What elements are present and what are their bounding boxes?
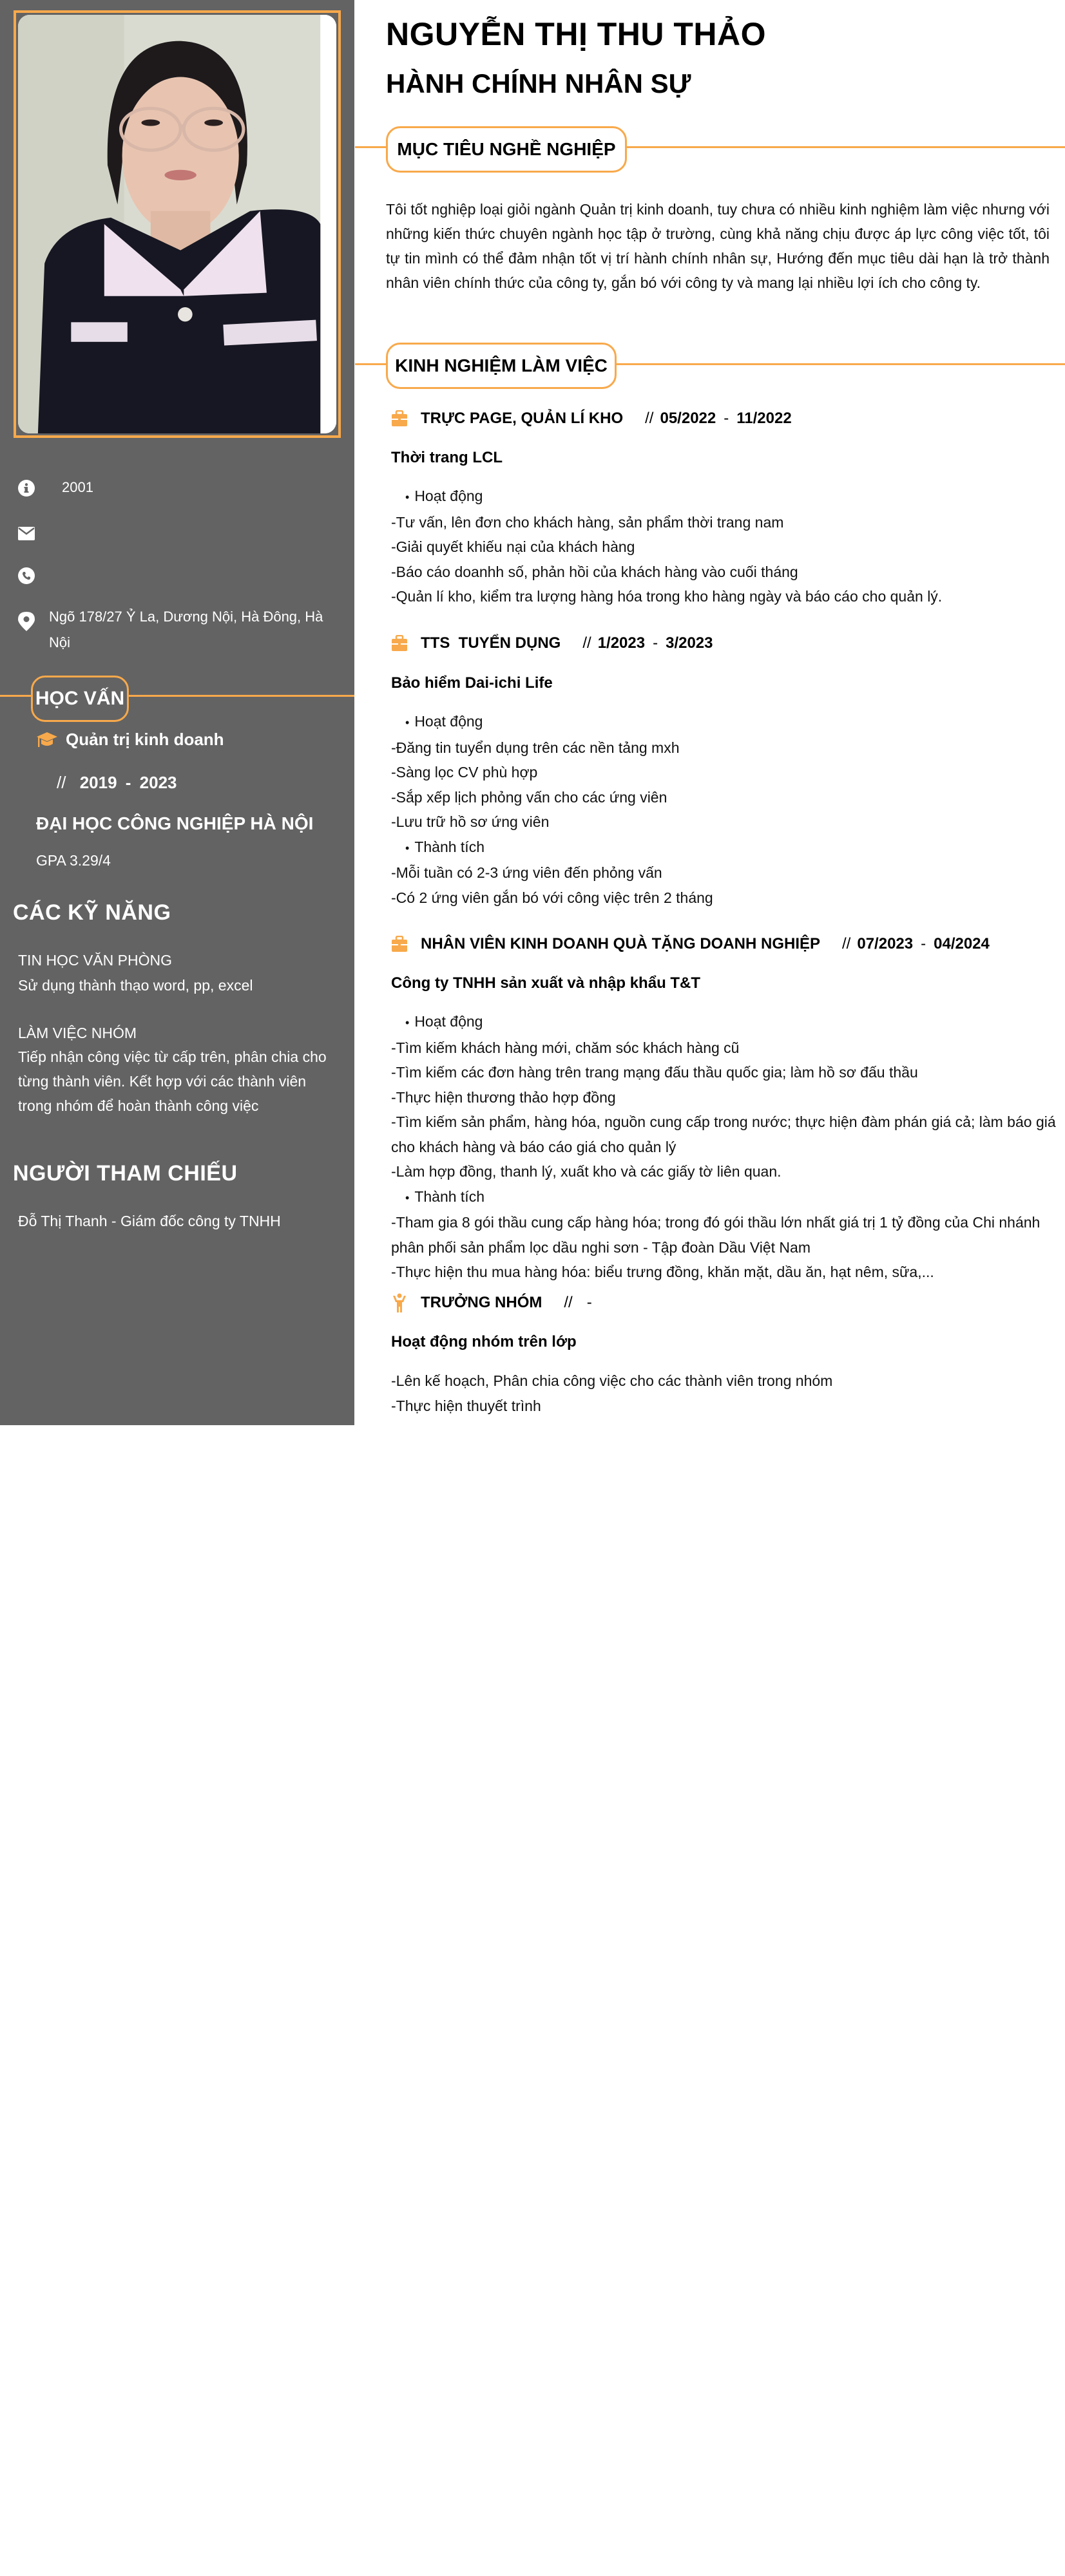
activity-position: TRƯỞNG NHÓM — [421, 1294, 542, 1311]
candidate-name: NGUYỄN THỊ THU THẢO — [386, 16, 767, 52]
objective-heading: MỤC TIÊU NGHỀ NGHIỆP — [386, 126, 627, 173]
contact-phone — [18, 566, 340, 584]
phone-icon — [18, 567, 35, 584]
job-start: 07/2023 — [857, 935, 914, 952]
date-separator: // — [842, 935, 851, 952]
job-company: Thời trang LCL — [391, 449, 503, 466]
skill-description: Sử dụng thành thạo word, pp, excel — [18, 977, 253, 994]
activity-line: -Lên kế hoạch, Phân chia công việc cho các thành viên trong nhóm — [391, 1372, 833, 1389]
job-company: Công ty TNHH sản xuất và nhập khẩu T&T — [391, 974, 701, 992]
briefcase-icon — [391, 936, 408, 952]
skill-title: LÀM VIỆC NHÓM — [18, 1025, 137, 1041]
job-line: -Tham gia 8 gói thầu cung cấp hàng hóa; trong đó gói thầu lớn nhất giá trị 1 tỷ đồng của Chi nhánh phân phối sản phẩm lọc dầu nghi sơn - Tập đoàn Dầu Việt Nam — [391, 1214, 1041, 1256]
job-details — [391, 1009, 1061, 1285]
person-raising-hands-icon — [391, 1293, 408, 1312]
education-school: ĐẠI HỌC CÔNG NGHIỆP HÀ NỘI — [36, 813, 314, 833]
profile-photo-frame — [14, 10, 341, 438]
job-end: 11/2022 — [736, 410, 792, 427]
job-line: -Có 2 ứng viên gắn bó với công việc trên 2 tháng — [391, 889, 713, 906]
job-line: -Sắp xếp lịch phỏng vấn cho các ứng viên — [391, 788, 667, 806]
education-major — [36, 730, 224, 750]
job-position: TRỰC PAGE, QUẢN LÍ KHO — [421, 410, 624, 427]
job-subheading: • Hoạt động — [391, 484, 1061, 510]
sidebar — [0, 0, 354, 1425]
portrait-illustration — [18, 15, 336, 433]
date-separator: // — [645, 410, 654, 427]
birth-year: 2001 — [62, 479, 93, 495]
job-subheading: • Hoạt động — [391, 1009, 1061, 1036]
reference-item: Đỗ Thị Thanh - Giám đốc công ty TNHH — [18, 1213, 281, 1229]
activity-details — [391, 1368, 1061, 1418]
education-start: 2019 — [79, 773, 117, 792]
job-line: -Mỗi tuần có 2-3 ứng viên đến phỏng vấn — [391, 864, 662, 881]
activity-header — [391, 1293, 600, 1312]
job-header — [391, 410, 792, 428]
job-line: -Thực hiện thương thảo hợp đồng — [391, 1088, 616, 1106]
job-subheading: • Thành tích — [391, 1184, 1061, 1211]
job-position: NHÂN VIÊN KINH DOANH QUÀ TẶNG DOANH NGHIỆP — [421, 935, 821, 952]
job-line: -Tư vấn, lên đơn cho khách hàng, sản phẩm thời trang nam — [391, 513, 784, 531]
date-dash: - — [653, 634, 658, 652]
job-position: TTS TUYỂN DỤNG — [421, 634, 561, 652]
job-line: -Báo cáo doanhh số, phản hồi của khách hàng vào cuối tháng — [391, 563, 798, 580]
date-separator: // — [57, 773, 66, 792]
job-line: -Giải quyết khiếu nại của khách hàng — [391, 538, 635, 555]
contact-birth-year — [18, 478, 340, 500]
contact-address — [18, 608, 340, 656]
education-heading: HỌC VẤN — [31, 676, 129, 722]
job-details — [391, 484, 1061, 609]
major-text: Quản trị kinh doanh — [66, 730, 224, 749]
graduation-cap-icon — [36, 732, 58, 748]
job-line: -Lưu trữ hồ sơ ứng viên — [391, 813, 550, 830]
date-separator: // — [564, 1294, 573, 1311]
date-dash: - — [125, 773, 131, 792]
profile-photo — [18, 15, 336, 433]
education-end: 2023 — [139, 773, 177, 792]
date-separator: // — [582, 634, 591, 652]
job-details — [391, 709, 1061, 910]
job-start: 05/2022 — [660, 410, 716, 427]
job-subheading: • Thành tích — [391, 835, 1061, 861]
candidate-title: HÀNH CHÍNH NHÂN SỰ — [386, 68, 691, 99]
date-dash: - — [586, 1294, 592, 1311]
job-start: 1/2023 — [597, 634, 646, 652]
job-line: -Thực hiện thu mua hàng hóa: biểu trưng đồng, khăn mặt, dầu ăn, hạt nêm, sữa,... — [391, 1264, 934, 1280]
job-end: 3/2023 — [666, 634, 713, 652]
date-dash: - — [724, 410, 729, 427]
education-gpa: GPA 3.29/4 — [36, 852, 111, 869]
skill-description: Tiếp nhận công việc từ cấp trên, phân chia cho từng thành viên. Kết hợp với các thành viên trong nhóm để hoàn thành công việc — [18, 1048, 327, 1114]
activity-organization: Hoạt động nhóm trên lớp — [391, 1333, 577, 1350]
briefcase-icon — [391, 410, 408, 427]
references-heading: NGƯỜI THAM CHIẾU — [13, 1161, 238, 1186]
job-line: -Làm hợp đồng, thanh lý, xuất kho và các giấy tờ liên quan. — [391, 1163, 782, 1180]
info-icon — [18, 480, 35, 497]
job-company: Bảo hiểm Dai-ichi Life — [391, 674, 553, 692]
objective-text: Tôi tốt nghiệp loại giỏi ngành Quản trị kinh doanh, tuy chưa có nhiều kinh nghiệm làm việc nhưng với những kiến thức chuyên ngành học tập ở trường, cùng khả năng chịu được áp lực công việc tốt, tôi tự tin mình có thể đảm nhận tốt vị trí hành chính nhân sự, Hướng đến mục tiêu dài hạn là trở thành nhân viên chính thức của công ty, gắn bó với công ty và mang lại nhiều lợi ích cho công ty. — [386, 201, 1050, 291]
briefcase-icon — [391, 635, 408, 652]
activity-line: -Thực hiện thuyết trình — [391, 1397, 541, 1414]
job-line: -Tìm kiếm khách hàng mới, chăm sóc khách hàng cũ — [391, 1039, 740, 1056]
job-line: -Tìm kiếm các đơn hàng trên trang mạng đấu thầu quốc gia; làm hồ sơ đấu thầu — [391, 1064, 918, 1081]
date-dash: - — [921, 935, 926, 952]
skill-title: TIN HỌC VĂN PHÒNG — [18, 952, 172, 969]
job-end: 04/2024 — [934, 935, 990, 952]
address-value: Ngõ 178/27 Ỷ La, Dương Nội, Hà Đông, Hà Nội — [49, 609, 323, 650]
job-line: -Quản lí kho, kiểm tra lượng hàng hóa trong kho hàng ngày và báo cáo cho quản lý. — [391, 588, 943, 605]
map-marker-icon — [18, 612, 35, 631]
envelope-icon — [18, 526, 35, 542]
contact-email — [18, 524, 340, 542]
job-line: -Đăng tin tuyển dụng trên các nền tảng mxh — [391, 739, 680, 756]
skills-heading: CÁC KỸ NĂNG — [13, 900, 171, 925]
job-header — [391, 634, 713, 652]
job-line: -Tìm kiếm sản phẩm, hàng hóa, nguồn cung cấp trong nước; thực hiện đàm phán giá cả; làm báo giá cho khách hàng và báo cáo giá cho quản lý — [391, 1113, 1056, 1155]
education-dates — [57, 773, 177, 793]
job-subheading: • Hoạt động — [391, 709, 1061, 735]
experience-heading: KINH NGHIỆM LÀM VIỆC — [386, 343, 617, 389]
job-header — [391, 935, 990, 953]
job-line: -Sàng lọc CV phù hợp — [391, 764, 538, 781]
